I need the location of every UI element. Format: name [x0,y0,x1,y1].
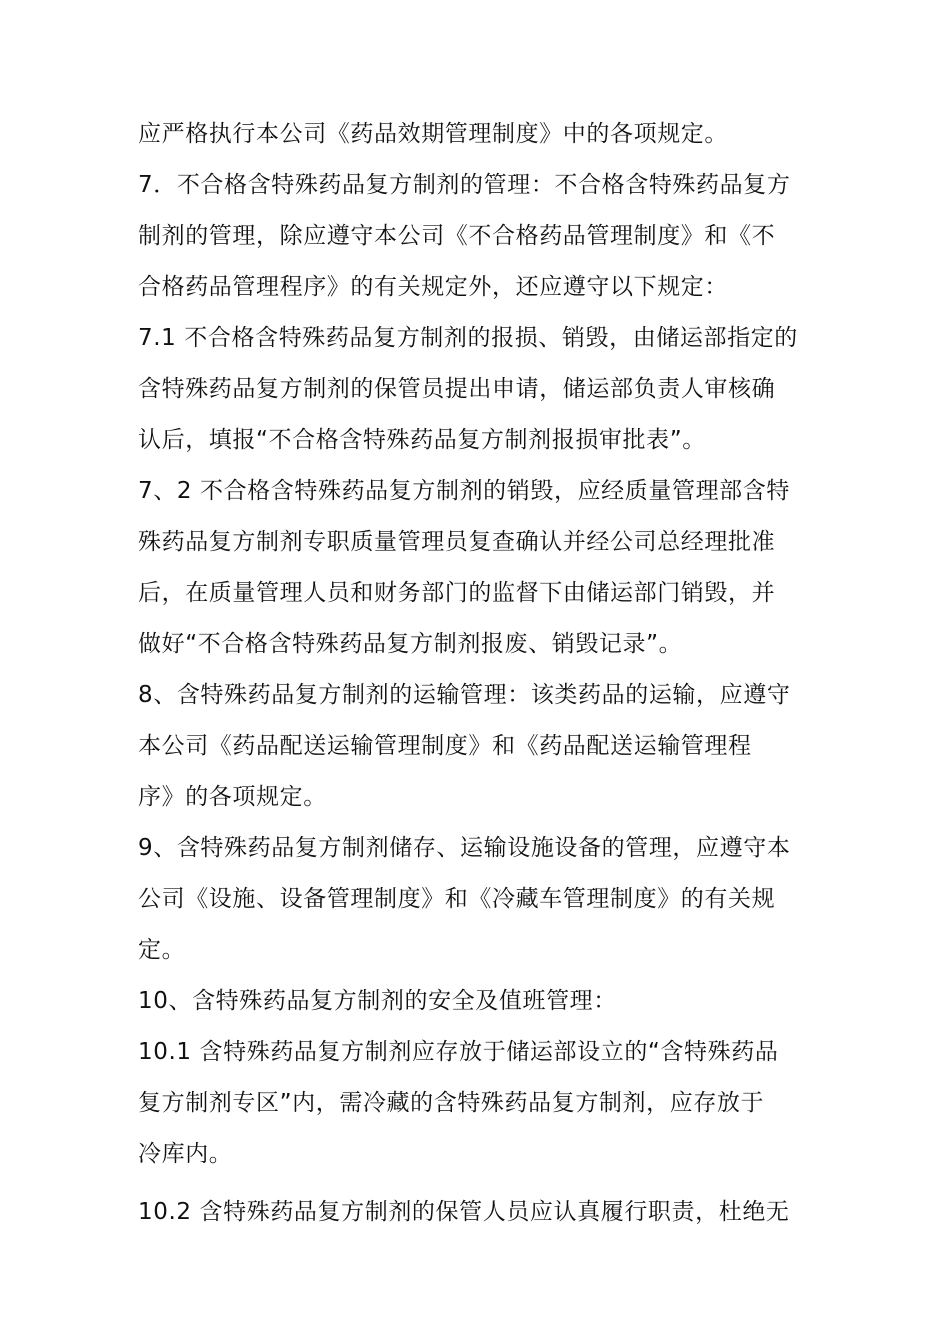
text-line: 10、含特殊药品复方制剂的安全及值班管理： [138,988,617,1014]
text-line: 8、含特殊药品复方制剂的运输管理：该类药品的运输，应遵守 [138,682,791,708]
text-line: 做好“不合格含特殊药品复方制剂报废、销毁记录”。 [138,631,683,657]
text-line: 10.1 含特殊药品复方制剂应存放于储运部设立的“含特殊药品 [138,1039,779,1065]
text-line: 7、2 不合格含特殊药品复方制剂的销毁，应经质量管理部含特 [138,478,790,504]
text-line: 定。 [138,937,186,963]
text-line: 认后，填报“不合格含特殊药品复方制剂报损审批表”。 [138,427,706,453]
text-line: 殊药品复方制剂专职质量管理员复查确认并经公司总经理批准 [138,529,776,555]
text-line: 冷库内。 [138,1141,233,1167]
text-line: 7.1 不合格含特殊药品复方制剂的报损、销毁，由储运部指定的 [138,325,798,351]
text-line: 后，在质量管理人员和财务部门的监督下由储运部门销毁，并 [138,580,776,606]
paragraph-gap [138,1180,818,1187]
text-line: 公司《设施、设备管理制度》和《冷藏车管理制度》的有关规 [138,886,776,912]
text-line: 含特殊药品复方制剂的保管员提出申请，储运部负责人审核确 [138,376,776,402]
text-line: 本公司《药品配送运输管理制度》和《药品配送运输管理程 [138,733,752,759]
text-line: 7．不合格含特殊药品复方制剂的管理：不合格含特殊药品复方 [138,172,791,198]
document-body [138,109,818,1238]
text-line: 序》的各项规定。 [138,784,327,810]
text-line: 复方制剂专区”内，需冷藏的含特殊药品复方制剂，应存放于 [138,1090,765,1116]
text-line: 10.2 含特殊药品复方制剂的保管人员应认真履行职责，杜绝无 [138,1199,790,1225]
text-line: 制剂的管理，除应遵守本公司《不合格药品管理制度》和《不 [138,223,776,249]
text-line: 合格药品管理程序》的有关规定外，还应遵守以下规定： [138,274,728,300]
text-line: 应严格执行本公司《药品效期管理制度》中的各项规定。 [138,121,728,147]
text-line: 9、含特殊药品复方制剂储存、运输设施设备的管理，应遵守本 [138,835,791,861]
